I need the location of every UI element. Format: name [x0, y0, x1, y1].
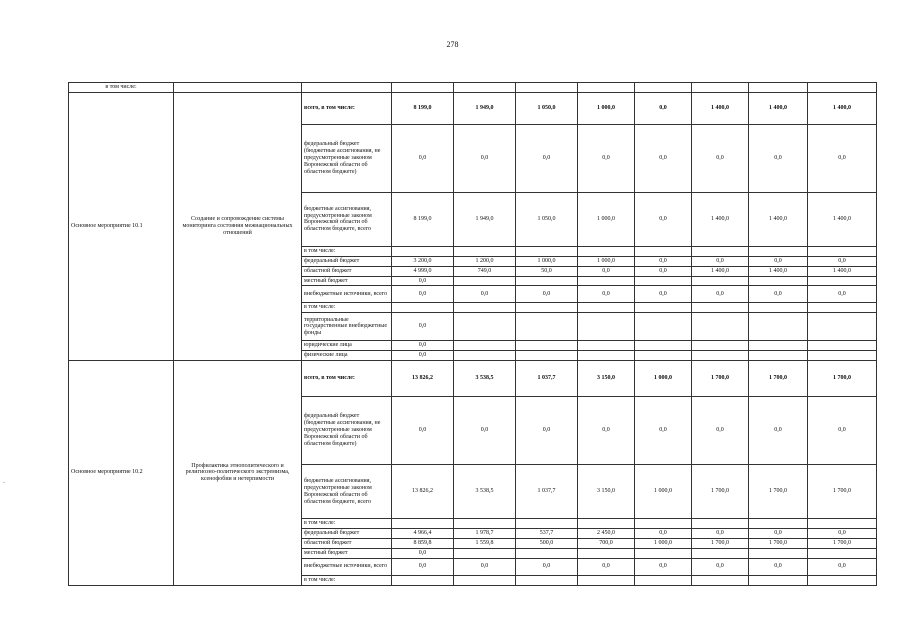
value-cell [749, 341, 808, 351]
value-cell: 0,0 [578, 124, 635, 192]
value-cell: 0,0 [392, 124, 454, 192]
value-cell [692, 303, 749, 313]
value-cell: 1 400,0 [808, 266, 877, 276]
value-cell [808, 303, 877, 313]
value-cell [578, 303, 635, 313]
source-label: областной бюджет [302, 266, 392, 276]
value-cell [516, 351, 578, 361]
value-cell: 1 559,8 [454, 538, 516, 548]
value-cell: 1 000,0 [578, 192, 635, 246]
value-cell: 1 949,0 [454, 92, 516, 124]
value-cell: 8 199,0 [392, 192, 454, 246]
value-cell: 0,0 [808, 529, 877, 539]
value-cell: 2 450,0 [578, 529, 635, 539]
value-cell: 0,0 [808, 286, 877, 303]
value-cell: 0,0 [635, 266, 692, 276]
value-cell [578, 548, 635, 558]
value-cell [454, 575, 516, 585]
header-row [69, 83, 877, 93]
value-cell [692, 246, 749, 256]
source-label: в том числе: [302, 519, 392, 529]
value-cell [635, 519, 692, 529]
value-cell: 0,0 [808, 256, 877, 266]
value-cell: 0,0 [692, 256, 749, 266]
value-cell: 1 700,0 [808, 465, 877, 519]
value-cell [692, 519, 749, 529]
value-cell: 0,0 [635, 256, 692, 266]
value-cell: 0,0 [808, 124, 877, 192]
value-cell [516, 246, 578, 256]
value-cell: 13 826,2 [392, 465, 454, 519]
value-cell [808, 575, 877, 585]
value-cell: 0,0 [635, 92, 692, 124]
value-cell: 0,0 [392, 286, 454, 303]
value-cell [578, 519, 635, 529]
value-cell [635, 313, 692, 341]
value-cell [578, 341, 635, 351]
value-cell: 0,0 [578, 558, 635, 575]
value-cell [454, 351, 516, 361]
value-cell: 1 050,0 [516, 92, 578, 124]
value-cell: 0,0 [578, 266, 635, 276]
source-label: федеральный бюджет (бюджетные ассигнования, не предусмотренные законом Воронежской области об областном бюджете) [302, 124, 392, 192]
value-cell: 8 199,0 [392, 92, 454, 124]
value-cell: 1 037,7 [516, 361, 578, 397]
value-cell [516, 303, 578, 313]
page-number: 278 [446, 40, 459, 49]
value-cell: 1 400,0 [692, 266, 749, 276]
value-cell [578, 276, 635, 286]
value-cell: 1 000,0 [635, 465, 692, 519]
value-cell [392, 303, 454, 313]
value-cell [392, 575, 454, 585]
value-cell: 50,0 [516, 266, 578, 276]
source-label: внебюджетные источники, всего [302, 558, 392, 575]
source-label: федеральный бюджет [302, 256, 392, 266]
value-cell: 0,0 [749, 529, 808, 539]
value-cell [516, 575, 578, 585]
value-cell [454, 519, 516, 529]
value-cell: 1 978,7 [454, 529, 516, 539]
value-cell [635, 548, 692, 558]
source-label: местный бюджет [302, 276, 392, 286]
source-label: федеральный бюджет [302, 529, 392, 539]
value-cell: 749,0 [454, 266, 516, 276]
value-cell: 500,0 [516, 538, 578, 548]
value-cell: 0,0 [635, 192, 692, 246]
value-cell: 0,0 [692, 124, 749, 192]
event-cell: Основное мероприятие 10.1 [69, 92, 174, 360]
source-label: юридические лица [302, 341, 392, 351]
value-cell [516, 341, 578, 351]
value-cell: 0,0 [516, 124, 578, 192]
value-cell [578, 575, 635, 585]
source-label: всего, в том числе: [302, 92, 392, 124]
source-label: бюджетные ассигнования, предусмотренные законом Воронежской области об областном бюджете, всего [302, 192, 392, 246]
value-cell: 0,0 [692, 558, 749, 575]
value-cell: 8 859,8 [392, 538, 454, 548]
value-cell: 1 400,0 [749, 92, 808, 124]
value-cell: 3 538,5 [454, 361, 516, 397]
value-cell: 1 400,0 [692, 92, 749, 124]
value-cell [692, 276, 749, 286]
value-cell: 1 700,0 [808, 361, 877, 397]
value-cell [808, 351, 877, 361]
value-cell [454, 548, 516, 558]
source-label: федеральный бюджет (бюджетные ассигнования, не предусмотренные законом Воронежской области об областном бюджете) [302, 397, 392, 465]
budget-table [68, 82, 877, 586]
value-cell: 537,7 [516, 529, 578, 539]
value-cell: 0,0 [392, 558, 454, 575]
event-title-cell: Создание и сопровождение системы мониторинга состояния межнациональных отношений [174, 92, 302, 360]
value-cell: 0,0 [635, 124, 692, 192]
value-cell [749, 575, 808, 585]
value-cell [454, 276, 516, 286]
value-cell [454, 303, 516, 313]
value-cell [808, 276, 877, 286]
value-cell [692, 351, 749, 361]
value-cell [635, 303, 692, 313]
value-cell [749, 276, 808, 286]
value-cell [692, 548, 749, 558]
value-cell: 0,0 [635, 397, 692, 465]
value-cell: 4 966,4 [392, 529, 454, 539]
source-label: внебюджетные источники, всего [302, 286, 392, 303]
budget-sheet [68, 82, 876, 586]
value-cell: 0,0 [392, 548, 454, 558]
event-title-cell: Профилактика этнополитического и религиозно-политического экстремизма, ксенофобии и нетерпимости [174, 361, 302, 585]
value-cell: 3 150,0 [578, 465, 635, 519]
value-cell: 1 400,0 [808, 192, 877, 246]
value-cell: 0,0 [392, 313, 454, 341]
value-cell: 0,0 [578, 286, 635, 303]
value-cell: 0,0 [692, 286, 749, 303]
value-cell [578, 313, 635, 341]
value-cell: 1 400,0 [749, 192, 808, 246]
value-cell [749, 548, 808, 558]
value-cell [516, 519, 578, 529]
value-cell [454, 246, 516, 256]
value-cell [749, 303, 808, 313]
value-cell: 0,0 [578, 397, 635, 465]
source-label: в том числе: [302, 575, 392, 585]
value-cell: 0,0 [516, 286, 578, 303]
value-cell: 4 999,0 [392, 266, 454, 276]
value-cell: 1 700,0 [749, 465, 808, 519]
value-cell: 1 700,0 [808, 538, 877, 548]
value-cell [808, 341, 877, 351]
value-cell: 0,0 [392, 397, 454, 465]
value-cell: 13 826,2 [392, 361, 454, 397]
value-cell [808, 246, 877, 256]
value-cell [635, 246, 692, 256]
value-cell [692, 575, 749, 585]
value-cell: 0,0 [454, 397, 516, 465]
value-cell: 1 949,0 [454, 192, 516, 246]
value-cell: 0,0 [635, 558, 692, 575]
value-cell: 0,0 [749, 397, 808, 465]
value-cell: 3 200,0 [392, 256, 454, 266]
value-cell: 1 700,0 [692, 361, 749, 397]
value-cell: 1 000,0 [578, 92, 635, 124]
header-row-label: в том числе: [69, 83, 174, 93]
value-cell [749, 351, 808, 361]
value-cell: 0,0 [692, 397, 749, 465]
value-cell: 0,0 [749, 558, 808, 575]
source-label: в том числе: [302, 246, 392, 256]
value-cell [392, 246, 454, 256]
value-cell: 1 700,0 [692, 538, 749, 548]
value-cell: 1 200,0 [454, 256, 516, 266]
table-row [69, 361, 877, 397]
source-label: бюджетные ассигнования, предусмотренные законом Воронежской области об областном бюджете, всего [302, 465, 392, 519]
value-cell [749, 519, 808, 529]
source-label: в том числе: [302, 303, 392, 313]
value-cell: 0,0 [392, 276, 454, 286]
value-cell: 700,0 [578, 538, 635, 548]
value-cell: 1 000,0 [635, 538, 692, 548]
value-cell: 0,0 [749, 124, 808, 192]
value-cell [808, 548, 877, 558]
source-label: всего, в том числе: [302, 361, 392, 397]
value-cell: 1 000,0 [516, 256, 578, 266]
value-cell [516, 548, 578, 558]
value-cell [635, 575, 692, 585]
value-cell [808, 313, 877, 341]
value-cell: 1 000,0 [578, 256, 635, 266]
value-cell: 1 400,0 [808, 92, 877, 124]
table-row [69, 92, 877, 124]
source-label: территориальные государственные внебюджетные фонды [302, 313, 392, 341]
margin-mark: - [3, 478, 6, 486]
source-label: физические лица [302, 351, 392, 361]
value-cell [749, 313, 808, 341]
value-cell [692, 313, 749, 341]
value-cell: 0,0 [454, 124, 516, 192]
value-cell: 1 400,0 [692, 192, 749, 246]
value-cell: 0,0 [392, 351, 454, 361]
value-cell [392, 519, 454, 529]
value-cell: 0,0 [808, 558, 877, 575]
value-cell: 0,0 [516, 558, 578, 575]
value-cell: 0,0 [454, 558, 516, 575]
value-cell: 0,0 [392, 341, 454, 351]
value-cell: 0,0 [749, 256, 808, 266]
value-cell: 0,0 [635, 286, 692, 303]
value-cell [578, 246, 635, 256]
value-cell: 1 700,0 [749, 538, 808, 548]
value-cell [635, 276, 692, 286]
value-cell [516, 276, 578, 286]
value-cell: 1 037,7 [516, 465, 578, 519]
value-cell: 0,0 [692, 529, 749, 539]
value-cell [578, 351, 635, 361]
value-cell: 1 700,0 [692, 465, 749, 519]
value-cell: 1 400,0 [749, 266, 808, 276]
value-cell: 1 700,0 [749, 361, 808, 397]
value-cell [808, 519, 877, 529]
value-cell [635, 351, 692, 361]
source-label: местный бюджет [302, 548, 392, 558]
value-cell [635, 341, 692, 351]
value-cell: 1 050,0 [516, 192, 578, 246]
value-cell: 1 000,0 [635, 361, 692, 397]
value-cell [749, 246, 808, 256]
value-cell [454, 313, 516, 341]
source-label: областной бюджет [302, 538, 392, 548]
value-cell: 3 150,0 [578, 361, 635, 397]
value-cell [692, 341, 749, 351]
value-cell: 0,0 [516, 397, 578, 465]
event-cell: Основное мероприятие 10.2 [69, 361, 174, 585]
value-cell: 0,0 [454, 286, 516, 303]
value-cell: 0,0 [808, 397, 877, 465]
value-cell [516, 313, 578, 341]
value-cell: 0,0 [749, 286, 808, 303]
value-cell [454, 341, 516, 351]
value-cell: 3 538,5 [454, 465, 516, 519]
value-cell: 0,0 [635, 529, 692, 539]
